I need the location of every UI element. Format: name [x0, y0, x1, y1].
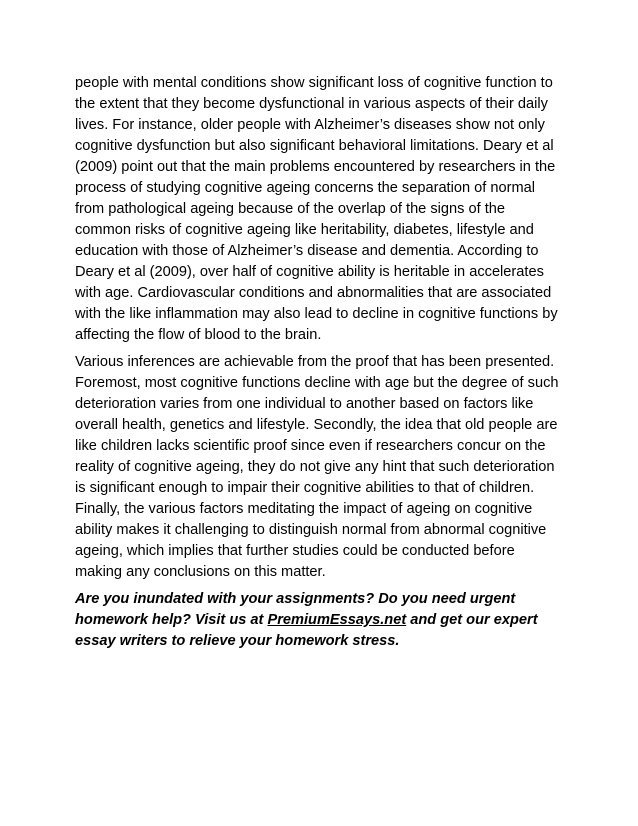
- body-paragraph-1: people with mental conditions show significant loss of cognitive function to the extent that they become dysfunctional in various aspects of their daily lives. For instance, older people with Alzheimer’s diseases show not only cognitive dysfunction but also significant behavioral limitations. Deary et al (2009) point out that the main problems encountered by researchers in the process of studying cognitive ageing concerns the separation of normal from pathological ageing because of the overlap of the signs of the common risks of cognitive ageing like heritability, diabetes, lifestyle and education with those of Alzheimer’s disease and dementia. According to Deary et al (2009), over half of cognitive ability is heritable in accelerates with age. Cardiovascular conditions and abnormalities that are associated with the like inflammation may also lead to decline in cognitive functions by affecting the flow of blood to the brain.: [75, 75, 558, 343]
- premiumessays-link[interactable]: PremiumEssays.net: [267, 612, 407, 628]
- promo-paragraph: [75, 589, 563, 652]
- document-page: [75, 73, 563, 652]
- promo-text-before: Are you inundated with your assignments? Do you need urgent homework help? Visit us at: [75, 591, 516, 628]
- body-paragraph-2: Various inferences are achievable from the proof that has been presented. Foremost, most cognitive functions decline with age but the degree of such deterioration varies from one individual to another based on factors like overall health, genetics and lifestyle. Secondly, the idea that old people are like children lacks scientific proof since even if researchers concur on the reality of cognitive ageing, they do not give any hint that such deterioration is significant enough to impair their cognitive abilities to that of children. Finally, the various factors meditating the impact of ageing on cognitive ability makes it challenging to distinguish normal from abnormal cognitive ageing, which implies that further studies could be conducted before making any conclusions on this matter.: [75, 354, 559, 580]
- promo-text-after: and get our expert essay writers to relieve your homework stress.: [75, 612, 538, 649]
